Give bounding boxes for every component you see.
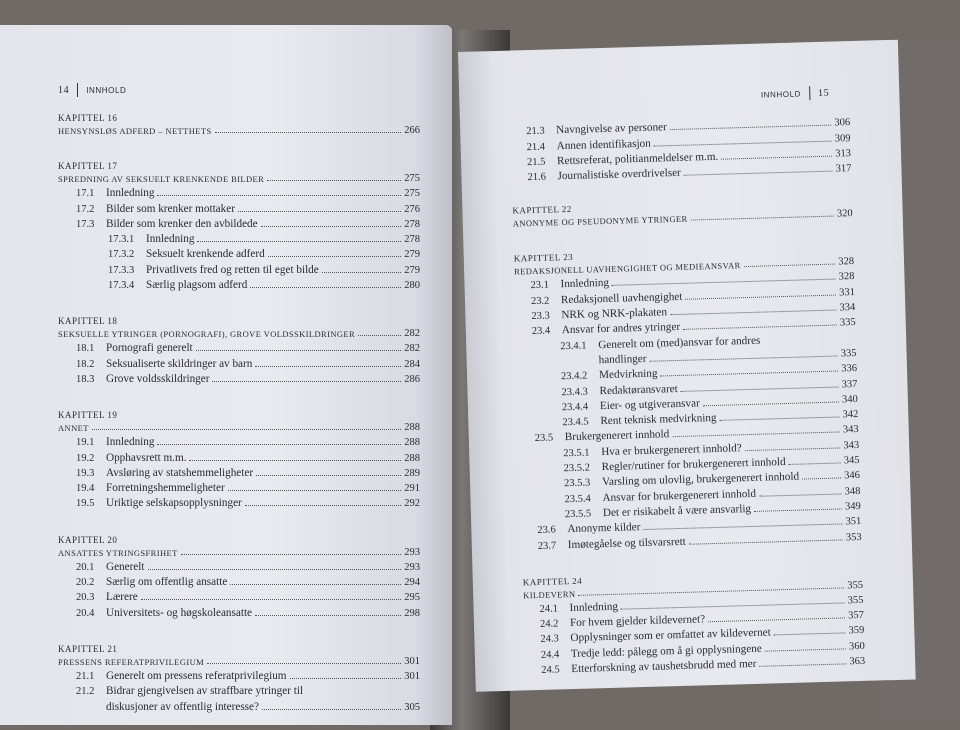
page-number: 320: [836, 208, 853, 220]
leader-dots: [789, 463, 841, 465]
toc-entry: [58, 682, 420, 697]
page-number: 334: [839, 302, 856, 314]
page-number: 266: [404, 125, 420, 136]
chapter-title-text: REDAKSJONELL UAVHENGIGHET OG MEDIEANSVAR: [514, 260, 741, 277]
section-title: Seksuelt krenkende adferd: [146, 248, 265, 261]
leader-dots: [207, 663, 401, 664]
left-page: [0, 25, 452, 725]
toc-entry: [58, 199, 420, 214]
section-number: 17.3.3: [108, 264, 135, 276]
page-number: 293: [404, 546, 420, 558]
toc-entry: [58, 448, 420, 463]
section-number: 21.3: [526, 125, 545, 138]
section-number: 21.1: [76, 670, 95, 682]
leader-dots: [196, 350, 402, 351]
section-title: Innledning: [106, 187, 155, 200]
section-title: For hvem gjelder kildevernet?: [569, 613, 706, 630]
page-number: 301: [404, 655, 420, 667]
section-title: Eier- og utgiveransvar: [599, 397, 700, 413]
page-number: 293: [404, 561, 420, 573]
section-number: 23.5: [534, 432, 554, 445]
chapter-title-text: ANNET: [58, 423, 89, 433]
section-title: Grove voldsskildringer: [106, 372, 210, 385]
left-running-head: INNHOLD: [86, 85, 127, 95]
leader-dots: [157, 195, 401, 196]
page-number: 282: [404, 328, 420, 340]
leader-dots: [745, 447, 841, 451]
section-number: 24.2: [539, 618, 559, 631]
page-number: 360: [848, 640, 865, 653]
leader-dots: [691, 216, 834, 221]
toc-entry: [58, 433, 420, 448]
section-title: Lærere: [106, 591, 138, 604]
section-number: 23.4.1: [560, 340, 587, 352]
page-number: 288: [404, 422, 420, 433]
right-running-head: INNHOLD: [760, 88, 802, 100]
page-number: 355: [847, 594, 864, 607]
section-number: 23.5.1: [563, 447, 590, 459]
toc-entry: [58, 558, 420, 573]
page-number: 309: [834, 132, 851, 145]
section-title: Redaktøransvaret: [599, 382, 678, 397]
chapter-label: KAPITTEL 17: [58, 161, 118, 171]
toc-entry: [58, 370, 420, 385]
right-toc: [510, 113, 866, 676]
chapter-title-text: PRESSENS REFERATPRIVILEGIUM: [58, 656, 205, 667]
page-number: 331: [838, 286, 856, 299]
right-page-number: 15: [817, 87, 830, 99]
section-title: Hva er brukergenerert innhold?: [601, 441, 742, 458]
chapter-block: [58, 316, 420, 385]
page-number: 328: [838, 256, 855, 268]
section-title: Pornografi generelt: [106, 342, 193, 355]
section-number: 23.4.4: [561, 401, 589, 414]
section-title: Generelt om pressens referatprivilegium: [106, 669, 287, 682]
section-number: 23.2: [530, 295, 550, 307]
toc-entry: [58, 479, 420, 494]
page-number: 351: [845, 516, 862, 528]
header-divider: [77, 83, 78, 97]
section-title: Privatlivets fred og retten til eget bilde: [146, 263, 319, 276]
left-page-header: [58, 83, 126, 97]
page-number: 349: [844, 500, 861, 513]
section-title: NRK og NRK-plakaten: [561, 306, 668, 322]
section-number: 24.4: [540, 649, 560, 661]
leader-dots: [157, 444, 401, 445]
leader-dots: [358, 335, 401, 336]
leader-dots: [256, 475, 401, 476]
chapter-title: [58, 547, 420, 558]
chapter-block: [514, 244, 862, 552]
section-title: Journalistiske overdrivelser: [557, 167, 681, 183]
page-number: 286: [404, 373, 420, 385]
page-number: 288: [404, 452, 420, 464]
section-title: Rent teknisk medvirkning: [600, 412, 717, 428]
section-number: 23.5.3: [563, 477, 591, 490]
page-number: 328: [838, 271, 855, 283]
chapter-title-text: SPREDNING AV SEKSUELT KRENKENDE BILDER: [58, 174, 265, 184]
leader-dots: [759, 663, 846, 666]
chapter-title-text: SEKSUELLE YTRINGER (PORNOGRAFI), GROVE VOLDSSKILDRINGER: [58, 329, 356, 340]
leader-dots: [245, 505, 401, 506]
leader-dots: [255, 366, 401, 367]
section-number: 18.3: [76, 373, 95, 385]
chapter-block: [58, 161, 420, 291]
section-title: Bilder som krenker mottaker: [106, 202, 235, 215]
section-title: Brukergenerert innhold: [564, 428, 670, 444]
leader-dots: [689, 539, 843, 544]
section-title: Imøtegåelse og tilsvarsrett: [567, 535, 686, 551]
page-number: 291: [404, 483, 420, 495]
toc-entry: [58, 245, 420, 260]
section-title: Uriktige selskapsopplysninger: [106, 497, 242, 510]
page-number: 313: [835, 147, 852, 160]
chapter-block: [58, 535, 420, 619]
chapter-title: [58, 173, 420, 184]
toc-entry: [58, 494, 420, 509]
page-number: 305: [404, 701, 420, 713]
leader-dots: [744, 264, 836, 268]
section-number: 20.4: [76, 607, 95, 619]
section-title: Seksualiserte skildringer av barn: [106, 357, 253, 370]
section-number: 20.1: [76, 561, 95, 573]
section-number: 23.5.5: [564, 508, 592, 521]
section-title: Bilder som krenker den avbildede: [106, 217, 258, 230]
section-title: Innledning: [106, 436, 155, 449]
page-number: 317: [835, 163, 852, 175]
leader-dots: [230, 584, 401, 585]
leader-dots: [228, 490, 402, 491]
section-title: Avsløring av statshemmeligheter: [106, 466, 254, 479]
right-page-header: [761, 86, 830, 102]
section-title: Opplysninger som er omfattet av kildevernet: [570, 626, 771, 645]
section-number: 23.5.2: [563, 462, 591, 475]
chapter-label: KAPITTEL 24: [522, 575, 583, 587]
page-number: 336: [841, 363, 858, 375]
chapter-label: KAPITTEL 16: [58, 113, 118, 123]
leader-dots: [238, 211, 401, 212]
section-title: Særlig plagsom adferd: [146, 279, 248, 292]
leader-dots: [759, 493, 842, 496]
chapter-title: [58, 328, 420, 339]
toc-entry: [58, 230, 420, 245]
section-title: Regler/rutiner for brukergenerert innhold: [601, 456, 786, 474]
section-title: diskusjoner av offentlig interesse?: [106, 700, 259, 713]
page-number: 345: [843, 454, 860, 467]
section-number: 20.3: [76, 592, 95, 604]
section-title: Særlig om offentlig ansatte: [106, 576, 228, 589]
chapter-block: [512, 196, 853, 228]
leader-dots: [268, 256, 402, 257]
section-title: Forretningshemmeligheter: [106, 482, 225, 495]
chapter-block: [58, 644, 420, 713]
section-number: 19.1: [76, 437, 95, 449]
leader-dots: [255, 615, 401, 616]
leader-dots: [92, 429, 401, 430]
page-number: 340: [841, 393, 859, 406]
chapter-title-text: ANSATTES YTRINGSFRIHET: [58, 547, 178, 558]
leader-dots: [684, 171, 833, 176]
section-number: 19.2: [76, 452, 95, 464]
section-number: 23.6: [537, 524, 556, 537]
page-number: 278: [404, 218, 420, 230]
page-number: 278: [404, 234, 420, 246]
section-number: 23.4: [531, 325, 551, 338]
toc-entry: [58, 260, 420, 275]
chapter-title: [58, 125, 420, 136]
section-number: 21.2: [76, 686, 95, 698]
section-number: 21.5: [526, 156, 546, 169]
page-number: 280: [404, 280, 420, 292]
chapter-title: [58, 656, 420, 667]
leader-dots: [148, 569, 402, 570]
section-title: Universitets- og høgskoleansatte: [106, 606, 253, 619]
section-number: 24.5: [541, 664, 560, 676]
chapter-block: [58, 113, 420, 136]
section-title: Opphavsrett m.m.: [106, 451, 187, 464]
section-number: 19.3: [76, 467, 95, 479]
section-title: Innledning: [569, 600, 619, 614]
leader-dots: [754, 508, 842, 511]
chapter-title: [58, 422, 420, 433]
toc-entry: [58, 276, 420, 291]
continued-entries: [510, 113, 852, 184]
leader-dots: [802, 478, 841, 480]
toc-entry: [58, 215, 420, 230]
page-number: 298: [404, 607, 420, 619]
section-number: 17.3.4: [108, 280, 135, 292]
page-number: 355: [847, 579, 864, 591]
page-number: 294: [404, 577, 420, 589]
page-number: 343: [842, 424, 859, 436]
section-number: 21.6: [527, 171, 547, 184]
page-number: 335: [839, 317, 856, 329]
section-title: Innledning: [146, 233, 195, 246]
section-number: 23.4.2: [560, 370, 588, 383]
toc-entry: [58, 354, 420, 369]
leader-dots: [141, 599, 402, 600]
leader-dots: [197, 241, 401, 242]
section-title: Bidrar gjengivelsen av straffbare ytringer til: [106, 685, 304, 698]
chapter-label: KAPITTEL 21: [58, 643, 118, 654]
left-page-number: 14: [58, 84, 70, 96]
section-title: Ansvar for andres ytringer: [561, 321, 681, 337]
page-number: 337: [841, 378, 858, 390]
section-title: Navngivelse av personer: [556, 121, 667, 137]
page-number: 295: [404, 592, 420, 604]
page-number: 359: [848, 625, 865, 637]
toc-entry: [58, 667, 420, 682]
leader-dots: [181, 554, 402, 555]
toc-entry: [58, 588, 420, 603]
section-number: 17.3.2: [108, 249, 135, 261]
section-title: Generelt om (med)ansvar for andres: [598, 334, 761, 351]
leader-dots: [262, 709, 401, 710]
chapter-label: KAPITTEL 22: [512, 204, 572, 216]
page-number: 275: [404, 188, 420, 200]
section-number: 21.4: [526, 141, 546, 153]
section-title: Medvirkning: [598, 367, 658, 382]
section-title: Det er risikabelt å være ansvarlig: [602, 502, 752, 520]
section-number: 19.4: [76, 483, 95, 495]
section-number: 17.3.1: [108, 234, 135, 246]
section-number: 24.3: [540, 633, 559, 646]
section-title: Rettsreferat, politianmeldelser m.m.: [556, 150, 719, 168]
section-title: Anonyme kilder: [567, 521, 641, 536]
section-number: 23.5.4: [564, 493, 591, 505]
toc-entry: [58, 603, 420, 618]
chapter-label: KAPITTEL 19: [58, 410, 118, 420]
page-number: 348: [844, 485, 861, 498]
page-number: 292: [404, 498, 420, 510]
leader-dots: [261, 226, 402, 227]
section-number: 18.1: [76, 343, 95, 355]
page-number: 306: [834, 117, 851, 129]
section-number: 17.3: [76, 218, 95, 230]
leader-dots: [215, 132, 402, 133]
section-title: Ansvar for brukergenerert innhold: [602, 487, 757, 504]
page-number: 353: [845, 531, 862, 543]
page-number: 343: [843, 439, 860, 452]
chapter-title-text: ANONYME OG PSEUDONYME YTRINGER: [512, 213, 688, 229]
section-title: Redaksjonell uavhengighet: [560, 290, 683, 307]
right-page: [458, 40, 916, 692]
toc-entry: [58, 339, 420, 354]
chapter-label: KAPITTEL 23: [513, 252, 574, 264]
page-number: 357: [847, 610, 865, 622]
section-number: 18.2: [76, 358, 95, 370]
toc-entry: [58, 697, 420, 712]
section-title: handlinger: [598, 352, 647, 367]
section-title: Tredje ledd: pålegg om å gi opplysningene: [570, 642, 762, 660]
section-title: Varsling om ulovlig, brukergenerert innhold: [601, 470, 800, 489]
section-number: 20.2: [76, 577, 95, 589]
chapter-label: KAPITTEL 18: [58, 316, 118, 327]
section-number: 23.1: [530, 280, 550, 292]
page-number: 276: [404, 203, 420, 215]
page-number: 284: [404, 358, 420, 370]
leader-dots: [250, 287, 401, 288]
page-number: 346: [844, 470, 861, 482]
toc-entry: [58, 464, 420, 479]
chapter-label: KAPITTEL 20: [58, 534, 118, 545]
toc-entry: [58, 573, 420, 588]
toc-entry: [58, 184, 420, 199]
leader-dots: [290, 678, 402, 679]
page-number: 363: [849, 655, 866, 668]
page-number: 289: [404, 467, 420, 479]
chapter-title-text: HENSYNSLØS ADFERD – NETTHETS: [58, 126, 212, 136]
section-number: 23.3: [531, 310, 550, 323]
section-number: 17.1: [76, 188, 95, 200]
page-number: 288: [404, 437, 420, 449]
section-number: 23.4.5: [562, 416, 589, 429]
section-title: Innledning: [560, 277, 610, 291]
section-number: 19.5: [76, 498, 95, 510]
header-divider: [809, 86, 810, 100]
page-number: 275: [404, 173, 420, 184]
chapter-title-text: KILDEVERN: [523, 588, 576, 600]
page-number: 282: [404, 343, 420, 355]
page-number: 279: [404, 264, 420, 276]
page-number: 301: [404, 670, 420, 682]
section-number: 23.7: [537, 539, 557, 552]
page-number: 342: [842, 409, 859, 421]
section-number: 24.1: [539, 603, 559, 615]
section-title: Etterforskning av taushetsbrudd med mer: [571, 657, 757, 676]
chapter-block: [523, 567, 866, 676]
section-title: Generelt: [106, 560, 145, 573]
leader-dots: [267, 180, 401, 181]
leader-dots: [774, 633, 846, 636]
page-number: 279: [404, 249, 420, 261]
leader-dots: [189, 460, 401, 461]
page-number: 335: [840, 347, 857, 360]
leader-dots: [765, 648, 846, 651]
section-number: 17.2: [76, 203, 95, 215]
section-number: 23.4.3: [561, 386, 588, 398]
section-title: Annen identifikasjon: [556, 137, 651, 152]
chapter-block: [58, 410, 420, 509]
leader-dots: [322, 272, 402, 273]
leader-dots: [212, 381, 401, 382]
